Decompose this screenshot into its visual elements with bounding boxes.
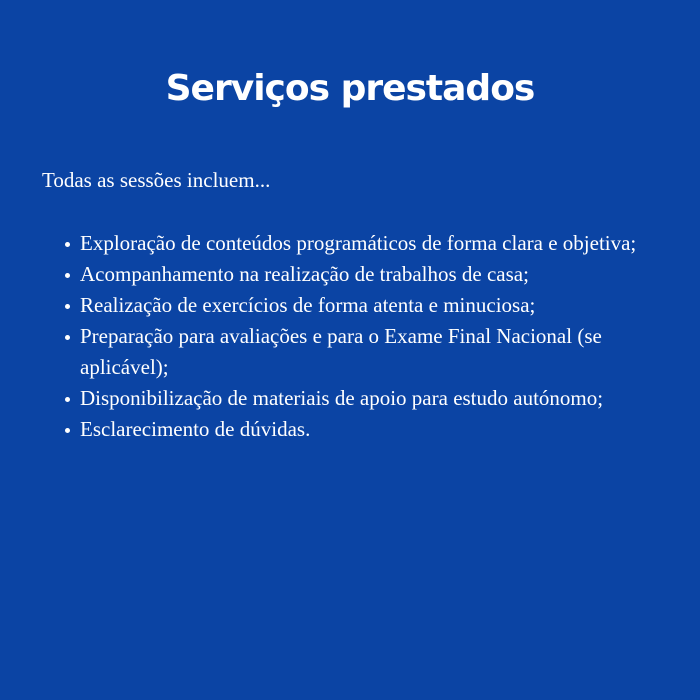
list-item-text: Disponibilização de materiais de apoio para estudo autónomo; xyxy=(80,386,604,410)
bullet-icon xyxy=(65,397,70,402)
list-item xyxy=(80,321,670,383)
bullet-icon xyxy=(65,335,70,340)
intro-text: Todas as sessões incluem... xyxy=(42,168,271,192)
list-item xyxy=(80,228,670,259)
bullet-icon xyxy=(65,242,70,247)
list-item xyxy=(80,290,670,321)
page-title: Serviços prestados xyxy=(165,68,535,109)
list-item-text: Acompanhamento na realização de trabalhos de casa; xyxy=(80,262,529,286)
list-item xyxy=(80,414,670,445)
services-list xyxy=(80,228,670,445)
list-item xyxy=(80,259,670,290)
bullet-icon xyxy=(65,304,70,309)
list-item-text: Preparação para avaliações e para o Exame Final Nacional (se aplicável); xyxy=(80,324,602,379)
bullet-icon xyxy=(65,273,70,278)
list-item-text: Realização de exercícios de forma atenta e minuciosa; xyxy=(80,293,536,317)
list-item-text: Esclarecimento de dúvidas. xyxy=(80,417,311,441)
list-item xyxy=(80,383,670,414)
list-item-text: Exploração de conteúdos programáticos de forma clara e objetiva; xyxy=(80,231,637,255)
bullet-icon xyxy=(65,428,70,433)
